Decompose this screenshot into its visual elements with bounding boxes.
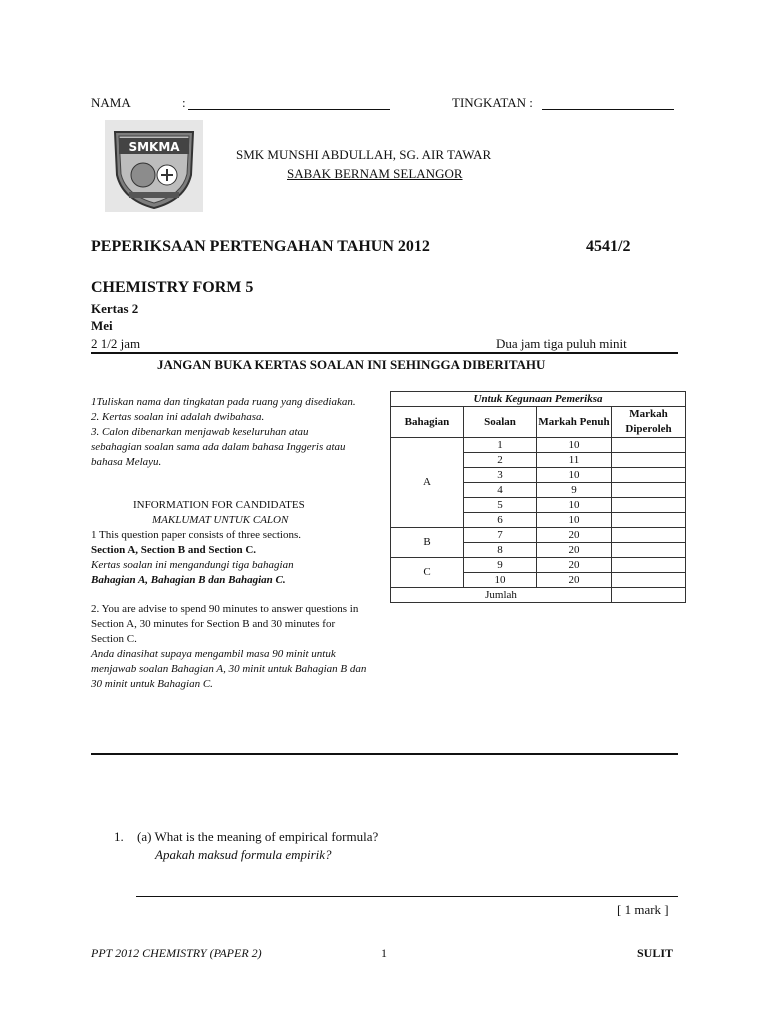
info-item-1: [91, 528, 376, 588]
col-full-marks: Markah Penuh: [537, 407, 612, 438]
table-row: [391, 438, 686, 453]
obtained-marks-cell: [612, 453, 686, 468]
subject-title: CHEMISTRY FORM 5: [91, 279, 254, 296]
question-cell: 4: [464, 483, 537, 498]
footer-sulit: SULIT: [637, 946, 674, 960]
obtained-marks-cell: [612, 468, 686, 483]
full-marks-cell: 20: [537, 528, 612, 543]
page-number: 1: [381, 946, 387, 960]
question-cell: 6: [464, 513, 537, 528]
question-cell: 10: [464, 573, 537, 588]
total-label: Jumlah: [391, 588, 612, 603]
tingkatan-blank-line: [542, 109, 674, 110]
footer-left: PPT 2012 CHEMISTRY (PAPER 2): [91, 946, 262, 960]
question-cell: 2: [464, 453, 537, 468]
info-item2-text: 2. You are advise to spend 90 minutes to answer questions in Section A, 30 minutes for Section B and 30 minutes for Section C.: [91, 603, 359, 645]
section-divider: [91, 753, 678, 755]
paper-number: Kertas 2: [91, 301, 139, 316]
question-text: (a) What is the meaning of empirical formula?: [137, 829, 379, 844]
obtained-marks-cell: [612, 513, 686, 528]
answer-line: [136, 896, 678, 897]
duration-words: Dua jam tiga puluh minit: [496, 336, 627, 351]
question-cell: 8: [464, 543, 537, 558]
table-row: [391, 528, 686, 543]
table-row-total: [391, 588, 686, 603]
nama-label: NAMA: [91, 95, 131, 110]
obtained-marks-cell: [612, 498, 686, 513]
col-section: Bahagian: [391, 407, 464, 438]
info-item1-sections: Section A, Section B and Section C.: [91, 544, 257, 556]
total-obtained-cell: [612, 588, 686, 603]
col-question: Soalan: [464, 407, 537, 438]
col-obtained-marks: Markah Diperoleh: [612, 407, 686, 438]
instruction-1: 1Tuliskan nama dan tingkatan pada ruang yang disediakan.: [91, 396, 356, 408]
full-marks-cell: 10: [537, 438, 612, 453]
obtained-marks-cell: [612, 528, 686, 543]
warning-text: JANGAN BUKA KERTAS SOALAN INI SEHINGGA DIBERITAHU: [157, 357, 546, 372]
obtained-marks-cell: [612, 483, 686, 498]
table-row: [391, 558, 686, 573]
obtained-marks-cell: [612, 558, 686, 573]
nama-colon: :: [182, 95, 186, 110]
school-address: SABAK BERNAM SELANGOR: [287, 166, 463, 181]
full-marks-cell: 20: [537, 573, 612, 588]
obtained-marks-cell: [612, 438, 686, 453]
question-cell: 9: [464, 558, 537, 573]
nama-blank-line: [188, 109, 390, 110]
full-marks-cell: 11: [537, 453, 612, 468]
info-heading-malay: MAKLUMAT UNTUK CALON: [152, 514, 289, 526]
info-item-2: [91, 602, 369, 692]
full-marks-cell: 9: [537, 483, 612, 498]
question-number: 1.: [114, 829, 124, 844]
malay-instructions: [91, 395, 361, 470]
marks-table: [390, 391, 686, 603]
question-cell: 3: [464, 468, 537, 483]
marks-allocation: [ 1 mark ]: [617, 902, 669, 917]
section-b-cell: B: [391, 528, 464, 558]
full-marks-cell: 10: [537, 468, 612, 483]
exam-code: 4541/2: [586, 238, 631, 255]
duration: 2 1/2 jam: [91, 336, 141, 351]
info-item1-malay: Kertas soalan ini mengandungi tiga bahagian: [91, 559, 294, 571]
full-marks-cell: 20: [537, 558, 612, 573]
full-marks-cell: 10: [537, 498, 612, 513]
info-item1-line: 1 This question paper consists of three sections.: [91, 529, 301, 541]
info-item2-malay: Anda dinasihat supaya mengambil masa 90 minit untuk menjawab soalan Bahagian A, 30 minit untuk Bahagian B dan 30 minit untuk Bahagian C.: [91, 648, 367, 690]
info-item1-malay-sections: Bahagian A, Bahagian B dan Bahagian C.: [91, 574, 286, 586]
instruction-3: 3. Calon dibenarkan menjawab keseluruhan atau sebahagian soalan sama ada dalam bahasa Inggeris atau bahasa Melayu.: [91, 426, 346, 468]
school-logo: [105, 120, 203, 212]
obtained-marks-cell: [612, 573, 686, 588]
info-heading: INFORMATION FOR CANDIDATES: [133, 499, 305, 511]
header-divider: [91, 352, 678, 354]
exam-month: Mei: [91, 318, 113, 333]
question-cell: 7: [464, 528, 537, 543]
school-name: SMK MUNSHI ABDULLAH, SG. AIR TAWAR: [236, 147, 492, 162]
full-marks-cell: 10: [537, 513, 612, 528]
marks-table-title: Untuk Kegunaan Pemeriksa: [391, 392, 686, 407]
section-a-cell: A: [391, 438, 464, 528]
obtained-marks-cell: [612, 543, 686, 558]
full-marks-cell: 20: [537, 543, 612, 558]
instruction-2: 2. Kertas soalan ini adalah dwibahasa.: [91, 411, 265, 423]
exam-title: PEPERIKSAAN PERTENGAHAN TAHUN 2012: [91, 238, 430, 255]
tingkatan-label: TINGKATAN :: [452, 95, 533, 110]
question-cell: 5: [464, 498, 537, 513]
logo-text: SMKMA: [128, 140, 180, 154]
section-c-cell: C: [391, 558, 464, 588]
question-cell: 1: [464, 438, 537, 453]
question-text-malay: Apakah maksud formula empirik?: [155, 847, 332, 862]
